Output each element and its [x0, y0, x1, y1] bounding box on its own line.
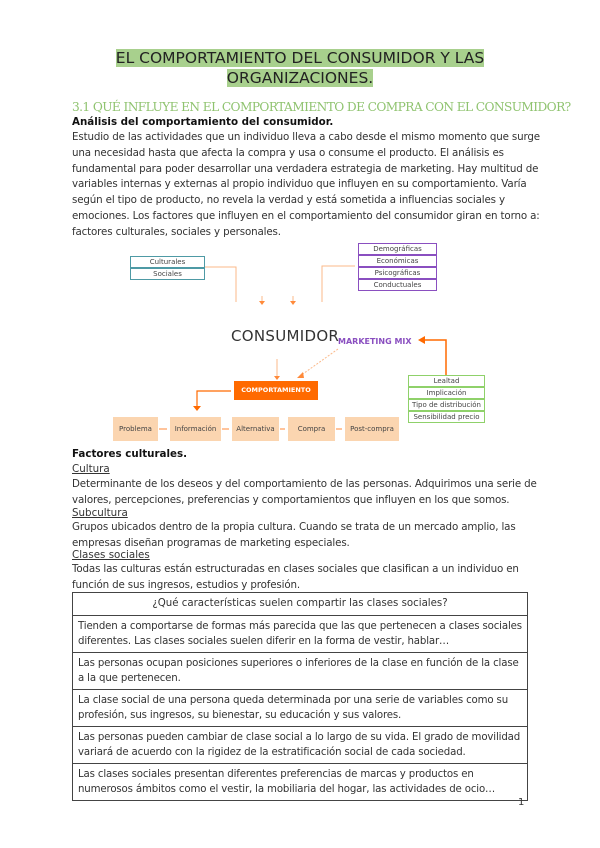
factor-culturales: Culturales: [130, 256, 205, 268]
process-alternativa: Alternativa: [232, 417, 279, 441]
mix-lealtad: Lealtad: [408, 375, 485, 387]
table-row: [73, 727, 528, 764]
mix-sensibilidad-precio: Sensibilidad precio: [408, 411, 485, 423]
analysis-heading: Análisis del comportamiento del consumidor.: [72, 116, 334, 128]
factores-heading: Factores culturales.: [72, 448, 188, 460]
analysis-paragraph: Estudio de las actividades que un individuo lleva a cabo desde el mismo momento que surge una necesidad hasta que afecta la compra y usa o consume el producto. El análisis es fundamental para poder desarrollar una verdadera estrategia de marketing. Hay multitud de variables internas y externas al propio individuo que influyen en su comportamiento. Varía según el tipo de producto, no revela la verdad y está sometida a influencias sociales y emociones. Los factores que influyen en el comportamiento del consumidor giran en torno a: factores culturales, sociales y personales.: [72, 131, 540, 238]
factor-demograficas: Demográficas: [358, 243, 437, 255]
factor-sociales: Sociales: [130, 268, 205, 280]
process-problema: Problema: [113, 417, 158, 441]
table-row: [73, 616, 528, 653]
marketing-mix-label: MARKETING MIX: [338, 337, 412, 346]
table-cell: Tienden a comportarse de formas más parecida que las que pertenecen a clases sociales diferentes. Las clases sociales suelen diferir en la forma de vestir, hablar…: [73, 616, 528, 653]
factor-psicograficas: Psicográficas: [358, 267, 437, 279]
cultura-paragraph: Determinante de los deseos y del comportamiento de las personas. Adquirimos una serie de valores, percepciones, preferencias y comportamientos que influyen en los que somos.: [72, 478, 537, 506]
comportamiento-box: COMPORTAMIENTO: [234, 381, 318, 400]
factor-economicas: Económicas: [358, 255, 437, 267]
factor-conductuales: Conductuales: [358, 279, 437, 291]
subcultura-paragraph: Grupos ubicados dentro de la propia cultura. Cuando se trata de un mercado amplio, las empresas diseñan programas de marketing especiales.: [72, 521, 516, 549]
mix-distribucion: Tipo de distribución: [408, 399, 485, 411]
page-number: 1: [518, 797, 525, 808]
table-header: ¿Qué características suelen compartir las clases sociales?: [73, 593, 528, 616]
process-compra: Compra: [288, 417, 335, 441]
title-line-2: ORGANIZACIONES.: [226, 69, 374, 87]
mix-implicacion: Implicación: [408, 387, 485, 399]
clases-paragraph: Todas las culturas están estructuradas en clases sociales que clasifican a un individuo en función de sus ingresos, estudios y profesión.: [72, 563, 519, 591]
table-row: [73, 653, 528, 690]
table-cell: La clase social de una persona queda determinada por una serie de variables como su profesión, sus ingresos, su bienestar, su educación y sus valores.: [73, 690, 528, 727]
table-row: [73, 690, 528, 727]
cultura-heading: Cultura: [72, 463, 110, 475]
subcultura-heading: Subcultura: [72, 507, 128, 519]
table-cell: Las personas pueden cambiar de clase social a lo largo de su vida. El grado de movilidad variará de acuerdo con la rigidez de la estratificación social de cada sociedad.: [73, 727, 528, 764]
process-informacion: Información: [170, 417, 221, 441]
clases-sociales-table: [72, 592, 528, 801]
title-line-1: EL COMPORTAMIENTO DEL CONSUMIDOR Y LAS: [115, 49, 485, 67]
table-cell: Las personas ocupan posiciones superiores o inferiores de la clase en función de la clase a la que pertenecen.: [73, 653, 528, 690]
consumidor-label: CONSUMIDOR: [231, 327, 340, 345]
table-cell: Las clases sociales presentan diferentes preferencias de marcas y productos en numerosos ámbitos como el vestir, la mobiliaria del hogar, las actividades de ocio…: [73, 764, 528, 801]
table-row: [73, 764, 528, 801]
process-post-compra: Post-compra: [345, 417, 399, 441]
section-heading: 3.1 QUÉ INFLUYE EN EL COMPORTAMIENTO DE COMPRA CON EL CONSUMIDOR?: [72, 100, 571, 114]
clases-heading: Clases sociales: [72, 549, 150, 561]
